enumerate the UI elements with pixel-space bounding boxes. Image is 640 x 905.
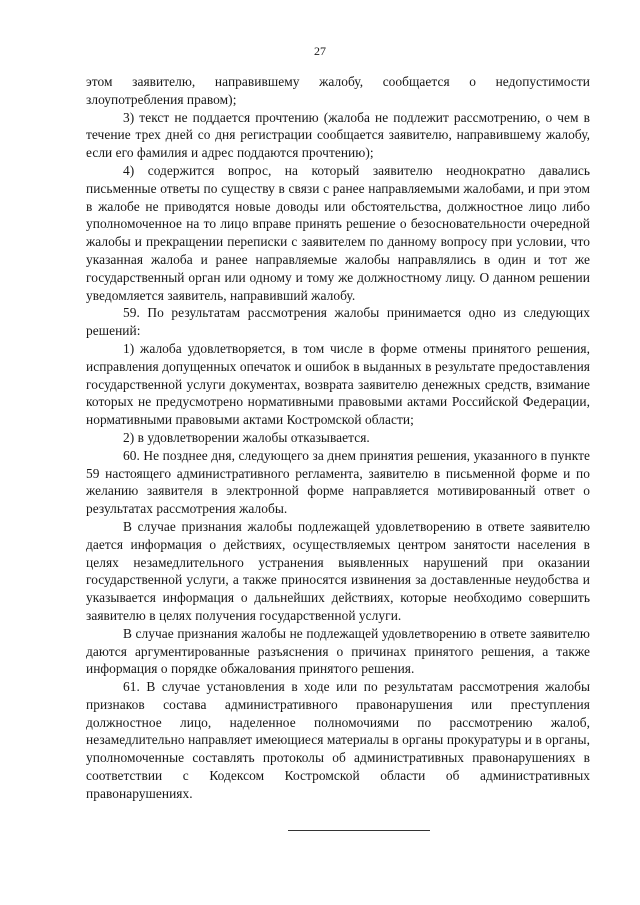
paragraph-59: 59. По результатам рассмотрения жалобы принимается одно из следующих решений: xyxy=(86,305,590,339)
document-body xyxy=(86,73,590,803)
paragraph-item-4: 4) содержится вопрос, на который заявителю неоднократно давались письменные ответы по существу в связи с ранее направляемыми жалобами, и при этом в жалобе не приводятся новые доводы или обстоятельства, должностное лицо либо уполномоченное на то лицо вправе принять решение о безосновательности очередной жалобы и прекращении переписки с заявителем по данному вопросу при условии, что указанная жалоба и ранее направляемые жалобы направлялись в один и тот же государственный орган или одному и тому же должностному лицу. О данном решении уведомляется заявитель, направивший жалобу. xyxy=(86,162,590,303)
paragraph-continuation: этом заявителю, направившему жалобу, сообщается о недопустимости злоупотребления правом); xyxy=(86,74,590,107)
end-divider xyxy=(288,830,430,831)
paragraph-60-b: В случае признания жалобы не подлежащей удовлетворению в ответе заявителю даются аргументированные разъяснения о причинах принятого решения, а также информация о порядке обжалования принятого решения. xyxy=(86,625,590,677)
paragraph-60: 60. Не позднее дня, следующего за днем принятия решения, указанного в пункте 59 настоящего административного регламента, заявителю в письменной форме и по желанию заявителя в электронной форме направляется мотивированный ответ о результатах рассмотрения жалобы. xyxy=(86,447,590,517)
paragraph-item-3: 3) текст не поддается прочтению (жалоба не подлежит рассмотрению, о чем в течение трех дней со дня регистрации сообщается заявителю, направившему жалобу, если его фамилия и адрес поддаются прочтению); xyxy=(86,109,590,161)
paragraph-59-2: 2) в удовлетворении жалобы отказывается. xyxy=(123,429,370,445)
page-number: 27 xyxy=(314,44,326,58)
paragraph-60-a: В случае признания жалобы подлежащей удовлетворению в ответе заявителю дается информация о действиях, осуществляемых центром занятости населения в целях незамедлительного устранения выявленных нарушений при оказании государственной услуги, а также приносятся извинения за доставленные неудобства и указывается информация о дальнейших действиях, которые необходимо совершить заявителю в целях получения государственной услуги. xyxy=(86,518,590,623)
paragraph-59-1: 1) жалоба удовлетворяется, в том числе в форме отмены принятого решения, исправления допущенных опечаток и ошибок в выданных в результате предоставления государственной услуги документах, возврата заявителю денежных средств, взимание которых не предусмотрено нормативными правовыми актами Российской Федерации, нормативными правовыми актами Костромской области; xyxy=(86,340,590,428)
paragraph-61: 61. В случае установления в ходе или по результатам рассмотрения жалобы признаков состава административного правонарушения или преступления должностное лицо, наделенное полномочиями по рассмотрению жалоб, незамедлительно направляет имеющиеся материалы в органы прокуратуры и в органы, уполномоченные составлять протоколы об административных правонарушениях в соответствии с Кодексом Костромской области об административных правонарушениях. xyxy=(86,679,590,801)
